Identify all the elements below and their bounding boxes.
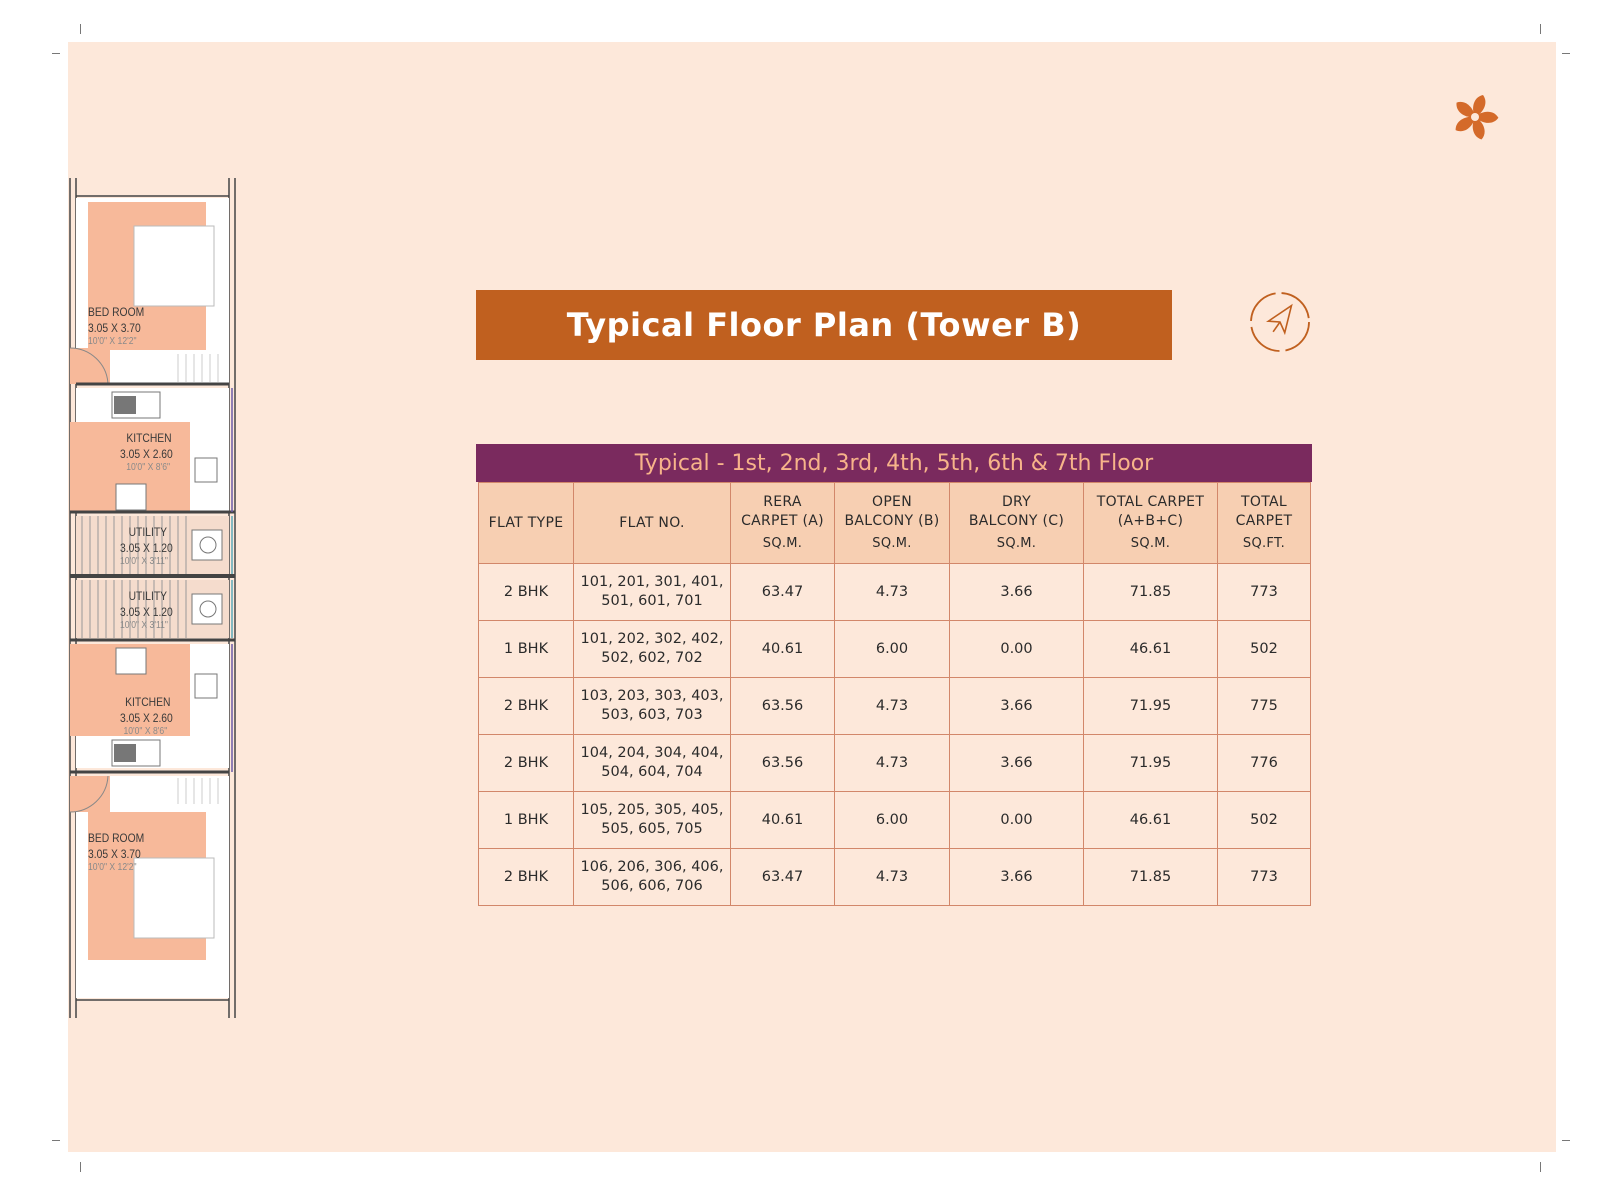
- cell-flat-type: 2 BHK: [479, 678, 574, 735]
- cell-open-balcony: 4.73: [835, 849, 950, 906]
- col-header-dry-balcony: DRY BALCONY (C) SQ.M.: [950, 483, 1084, 564]
- cell-total-carpet-sqm: 46.61: [1084, 621, 1218, 678]
- room-label-utility-bottom: UTILITY 3.05 X 1.20 10'0" X 3'11": [120, 589, 173, 631]
- cell-rera-carpet: 63.47: [731, 564, 835, 621]
- area-table: [478, 482, 1311, 906]
- table-row: [479, 735, 1311, 792]
- cell-total-carpet-sqm: 46.61: [1084, 792, 1218, 849]
- crop-mark: [52, 53, 60, 54]
- table-header-row: [479, 483, 1311, 564]
- col-header-flat-type: FLAT TYPE: [479, 483, 574, 564]
- crop-mark: [1562, 53, 1570, 54]
- col-header-open-balcony: OPEN BALCONY (B) SQ.M.: [835, 483, 950, 564]
- cell-flat-no: 105, 205, 305, 405, 505, 605, 705: [574, 792, 731, 849]
- cell-open-balcony: 6.00: [835, 792, 950, 849]
- crop-mark: [1540, 24, 1541, 34]
- crop-mark: [80, 24, 81, 34]
- cell-flat-no: 101, 201, 301, 401, 501, 601, 701: [574, 564, 731, 621]
- floor-plan: [68, 178, 240, 1018]
- cell-open-balcony: 6.00: [835, 621, 950, 678]
- area-table-container: [476, 444, 1312, 906]
- table-row: [479, 678, 1311, 735]
- cell-total-carpet-sqft: 773: [1218, 849, 1311, 906]
- cell-open-balcony: 4.73: [835, 564, 950, 621]
- cell-total-carpet-sqft: 773: [1218, 564, 1311, 621]
- cell-flat-no: 106, 206, 306, 406, 506, 606, 706: [574, 849, 731, 906]
- cell-total-carpet-sqft: 776: [1218, 735, 1311, 792]
- cell-total-carpet-sqft: 502: [1218, 792, 1311, 849]
- crop-mark: [52, 1140, 60, 1141]
- cell-dry-balcony: 3.66: [950, 678, 1084, 735]
- room-label-utility-top: UTILITY 3.05 X 1.20 10'0" X 3'11": [120, 525, 173, 567]
- col-header-total-carpet-sqm: TOTAL CARPET (A+B+C) SQ.M.: [1084, 483, 1218, 564]
- table-row: [479, 564, 1311, 621]
- brochure-page: [68, 42, 1556, 1152]
- cell-flat-type: 1 BHK: [479, 621, 574, 678]
- crop-mark: [1562, 1140, 1570, 1141]
- cell-total-carpet-sqm: 71.95: [1084, 735, 1218, 792]
- cell-flat-no: 103, 203, 303, 403, 503, 603, 703: [574, 678, 731, 735]
- table-row: [479, 849, 1311, 906]
- compass-north-icon: [1246, 288, 1314, 356]
- table-row: [479, 621, 1311, 678]
- flower-logo-icon: [1450, 92, 1500, 142]
- cell-flat-no: 104, 204, 304, 404, 504, 604, 704: [574, 735, 731, 792]
- col-header-total-carpet-sqft: TOTAL CARPET SQ.FT.: [1218, 483, 1311, 564]
- cell-open-balcony: 4.73: [835, 735, 950, 792]
- cell-total-carpet-sqft: 775: [1218, 678, 1311, 735]
- cell-rera-carpet: 63.47: [731, 849, 835, 906]
- cell-dry-balcony: 0.00: [950, 792, 1084, 849]
- crop-mark: [80, 1162, 81, 1172]
- floor-label-bar: Typical - 1st, 2nd, 3rd, 4th, 5th, 6th & 7th Floor: [476, 444, 1312, 482]
- cell-dry-balcony: 0.00: [950, 621, 1084, 678]
- col-header-flat-no: FLAT NO.: [574, 483, 731, 564]
- cell-rera-carpet: 63.56: [731, 678, 835, 735]
- cell-flat-type: 1 BHK: [479, 792, 574, 849]
- cell-dry-balcony: 3.66: [950, 849, 1084, 906]
- crop-mark: [1540, 1162, 1541, 1172]
- page-title: Typical Floor Plan (Tower B): [476, 290, 1172, 360]
- cell-dry-balcony: 3.66: [950, 564, 1084, 621]
- cell-rera-carpet: 40.61: [731, 621, 835, 678]
- cell-total-carpet-sqm: 71.85: [1084, 564, 1218, 621]
- cell-flat-type: 2 BHK: [479, 849, 574, 906]
- cell-flat-type: 2 BHK: [479, 564, 574, 621]
- room-label-kitchen-bottom: KITCHEN 3.05 X 2.60 10'0" X 8'6": [120, 695, 173, 737]
- cell-total-carpet-sqm: 71.95: [1084, 678, 1218, 735]
- col-header-rera-carpet: RERA CARPET (A) SQ.M.: [731, 483, 835, 564]
- cell-rera-carpet: 40.61: [731, 792, 835, 849]
- cell-rera-carpet: 63.56: [731, 735, 835, 792]
- room-label-bedroom-bottom: BED ROOM 3.05 X 3.70 10'0" X 12'2": [88, 831, 145, 873]
- cell-total-carpet-sqm: 71.85: [1084, 849, 1218, 906]
- room-label-bedroom-top: BED ROOM 3.05 X 3.70 10'0" X 12'2": [88, 305, 145, 347]
- room-label-kitchen-top: KITCHEN 3.05 X 2.60 10'0" X 8'6": [120, 431, 173, 473]
- table-row: [479, 792, 1311, 849]
- cell-flat-no: 101, 202, 302, 402, 502, 602, 702: [574, 621, 731, 678]
- cell-dry-balcony: 3.66: [950, 735, 1084, 792]
- cell-total-carpet-sqft: 502: [1218, 621, 1311, 678]
- cell-open-balcony: 4.73: [835, 678, 950, 735]
- cell-flat-type: 2 BHK: [479, 735, 574, 792]
